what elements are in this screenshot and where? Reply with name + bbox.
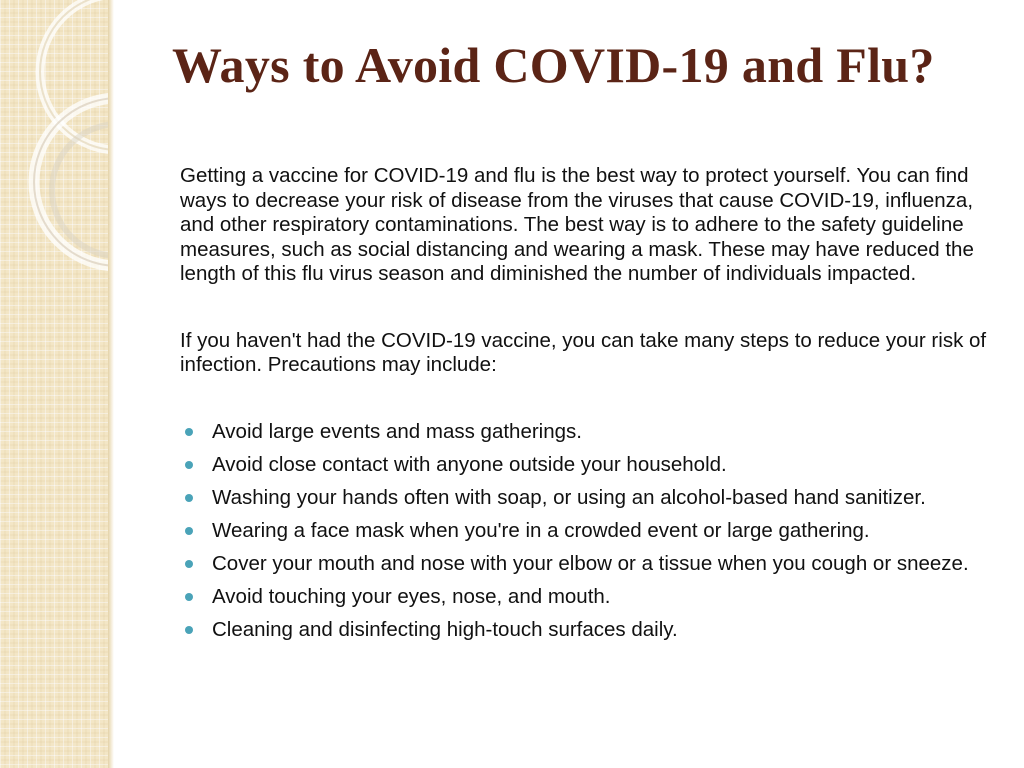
bullet-icon [185,593,193,601]
list-item-text: Cover your mouth and nose with your elbow or a tissue when you cough or sneeze. [212,551,969,575]
decorative-side-panel [0,0,108,768]
list-item-text: Cleaning and disinfecting high-touch surfaces daily. [212,617,678,641]
list-item [180,585,995,610]
bullet-icon [185,494,193,502]
list-item [180,453,995,478]
precautions-paragraph: If you haven't had the COVID-19 vaccine, you can take many steps to reduce your risk of infection. Precautions may include: [180,328,987,376]
list-item-text: Avoid touching your eyes, nose, and mouth. [212,584,611,608]
slide-title: Ways to Avoid COVID-19 and Flu? [172,37,935,93]
list-item [180,486,995,511]
decorative-rings [0,0,108,768]
intro-paragraph: Getting a vaccine for COVID-19 and flu is the best way to protect yourself. You can find ways to decrease your risk of disease from the viruses that cause COVID-19, influenza, and other respiratory contaminations. The best way is to adhere to the safety guideline measures, such as social distancing and wearing a mask. These may have reduced the length of this flu virus season and diminished the number of individuals impacted. [180,164,974,285]
list-item [180,552,995,577]
list-item [180,618,995,643]
bullet-icon [185,560,193,568]
side-panel-edge [108,0,114,768]
list-item-text: Wearing a face mask when you're in a crowded event or large gathering. [212,518,870,542]
slide-body [180,164,995,651]
list-item [180,519,995,544]
list-item-text: Washing your hands often with soap, or using an alcohol-based hand sanitizer. [212,485,926,509]
list-item-text: Avoid large events and mass gatherings. [212,419,582,443]
bullet-icon [185,527,193,535]
bullet-icon [185,626,193,634]
bullet-icon [185,461,193,469]
precautions-list [180,420,995,643]
list-item-text: Avoid close contact with anyone outside your household. [212,452,727,476]
list-item [180,420,995,445]
bullet-icon [185,428,193,436]
